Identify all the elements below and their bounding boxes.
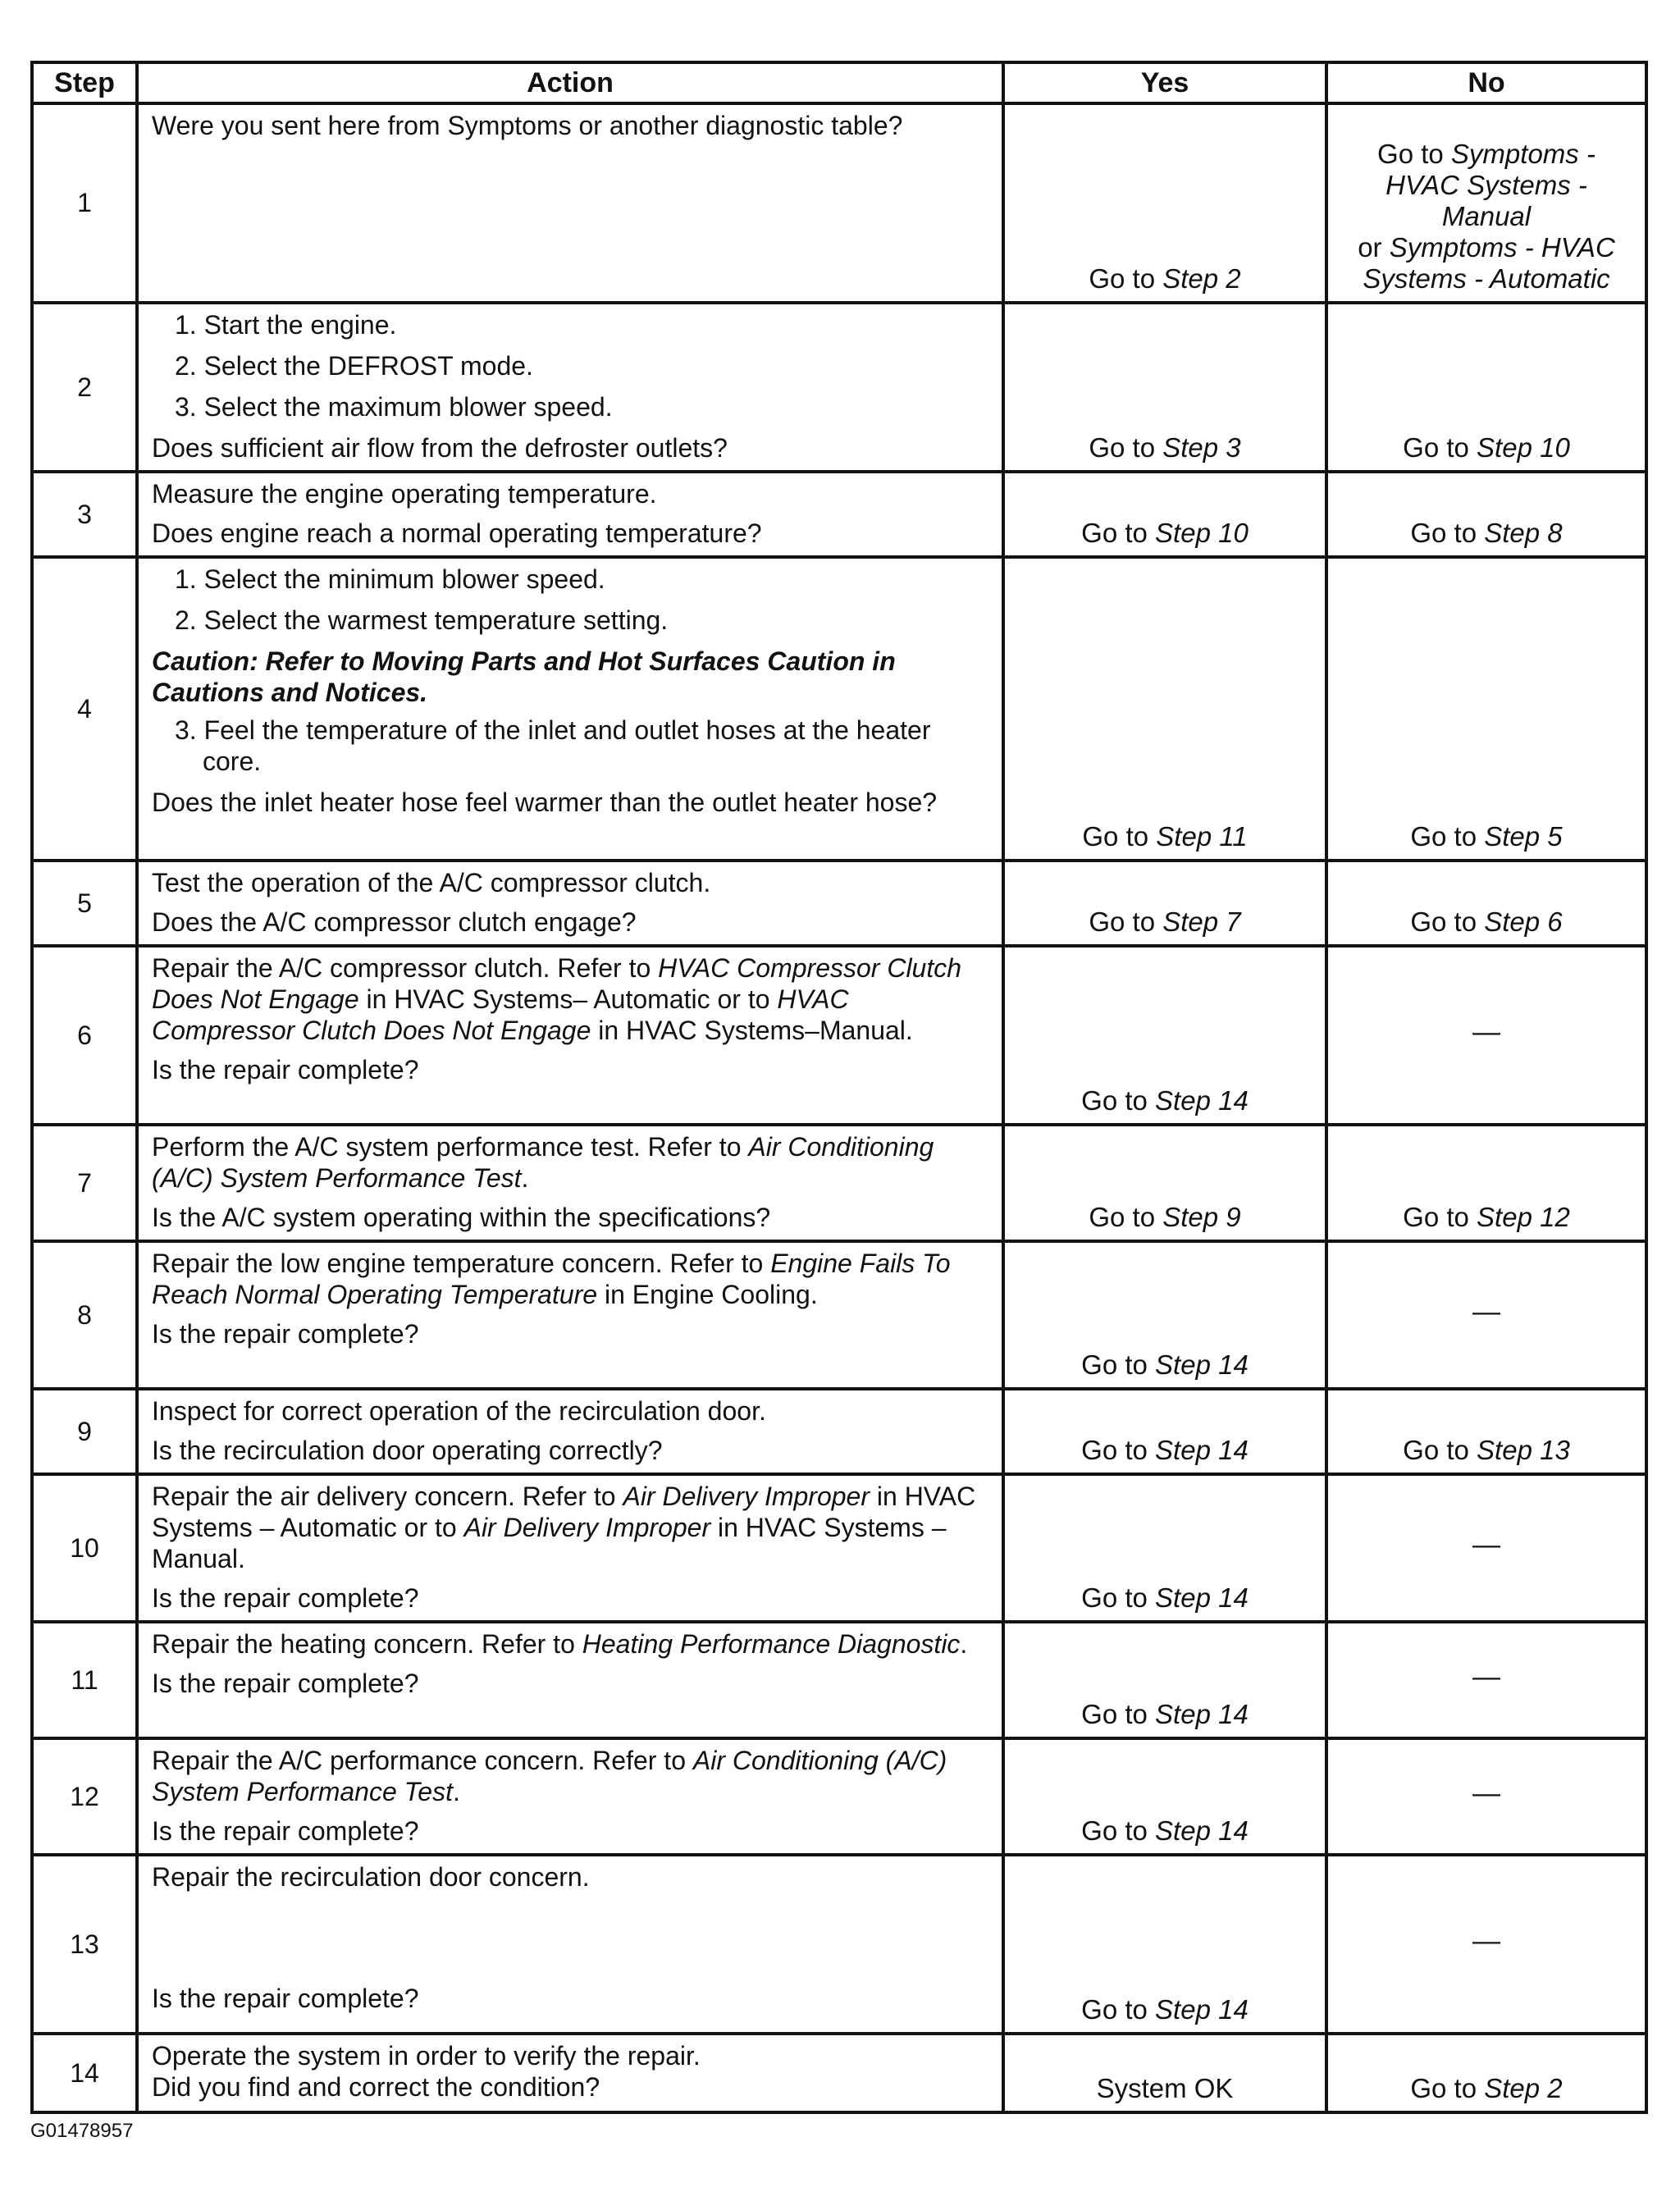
goto-label: Go to bbox=[1410, 2073, 1477, 2103]
no-cell bbox=[1326, 1622, 1646, 1738]
goto-label: Go to bbox=[1089, 906, 1156, 937]
step-number: 7 bbox=[32, 1125, 137, 1241]
step-word: Step bbox=[1477, 1435, 1532, 1465]
yes-target: 11 bbox=[1219, 821, 1248, 852]
yes-cell bbox=[1003, 303, 1326, 472]
reference-link: HVAC Compressor Clutch Does Not Engage bbox=[152, 984, 849, 1045]
action-text-part: Repair the A/C performance concern. Refer to bbox=[152, 1746, 686, 1775]
question-text: Does the A/C compressor clutch engage? bbox=[152, 907, 637, 937]
action-text-part: Repair the air delivery concern. Refer to bbox=[152, 1482, 616, 1511]
goto-label: Go to bbox=[1089, 432, 1156, 463]
no-cell bbox=[1326, 1738, 1646, 1855]
step-word: Step bbox=[1484, 821, 1541, 852]
no-cell bbox=[1326, 2034, 1646, 2112]
goto-label: Go to bbox=[1410, 518, 1477, 548]
no-cell bbox=[1326, 946, 1646, 1125]
yes-target: 14 bbox=[1218, 1085, 1249, 1116]
no-dash: — bbox=[1472, 1528, 1500, 1560]
step-word: Step bbox=[1162, 432, 1219, 463]
reference-link: Air Delivery Improper bbox=[623, 1482, 870, 1511]
goto-label: Go to bbox=[1403, 432, 1469, 463]
step-number: 1 bbox=[32, 103, 137, 303]
header-no: No bbox=[1326, 62, 1646, 103]
spacer bbox=[152, 1893, 992, 1983]
numbered-item: 1. Select the minimum blower speed. bbox=[175, 564, 605, 594]
action-text-part: . bbox=[960, 1629, 968, 1659]
action-text-part: in HVAC Systems – Manual. bbox=[152, 1513, 947, 1573]
action-text-part: Repair the A/C compressor clutch. Refer to bbox=[152, 953, 651, 983]
numbered-item: 3. Select the maximum blower speed. bbox=[175, 392, 613, 422]
step-number: 8 bbox=[32, 1241, 137, 1389]
question-text: Is the repair complete? bbox=[152, 1583, 419, 1613]
yes-cell bbox=[1003, 861, 1326, 946]
no-ref: HVAC Systems - bbox=[1386, 170, 1587, 200]
action-text-part: Repair the heating concern. Refer to bbox=[152, 1629, 575, 1659]
question-text: Is the repair complete? bbox=[152, 1816, 419, 1846]
no-target: 13 bbox=[1540, 1435, 1570, 1465]
no-dash: — bbox=[1472, 1295, 1500, 1327]
action-text bbox=[152, 1131, 992, 1194]
table-row bbox=[32, 1389, 1646, 1474]
question-text: Is the A/C system operating within the specifications? bbox=[152, 1203, 771, 1232]
numbered-item: 3. Feel the temperature of the inlet and outlet hoses at the heater core. bbox=[175, 715, 931, 776]
step-word: Step bbox=[1155, 518, 1211, 548]
no-cell bbox=[1326, 1474, 1646, 1622]
no-dash: — bbox=[1472, 1660, 1500, 1692]
no-target: 10 bbox=[1540, 432, 1570, 463]
action-text bbox=[152, 1628, 992, 1660]
action-text bbox=[152, 1481, 992, 1574]
action-text-part: in HVAC Systems– Automatic or to bbox=[366, 984, 770, 1014]
action-cell bbox=[137, 1738, 1003, 1855]
goto-label: Go to bbox=[1089, 263, 1156, 294]
no-target: 2 bbox=[1547, 2073, 1563, 2103]
action-text: Repair the recirculation door concern. bbox=[152, 1862, 590, 1892]
yes-target: 14 bbox=[1218, 1815, 1249, 1846]
goto-label: Go to bbox=[1082, 821, 1149, 852]
no-cell bbox=[1326, 303, 1646, 472]
numbered-item: 1. Start the engine. bbox=[175, 310, 397, 340]
no-target: 6 bbox=[1547, 906, 1563, 937]
header-step: Step bbox=[32, 62, 137, 103]
question-text: Did you find and correct the condition? bbox=[152, 2072, 600, 2102]
step-word: Step bbox=[1484, 906, 1541, 937]
no-dash: — bbox=[1472, 1925, 1500, 1957]
no-ref: Symptoms - HVAC bbox=[1389, 232, 1615, 263]
step-word: Step bbox=[1477, 432, 1532, 463]
no-ref: Symptoms - bbox=[1450, 139, 1596, 169]
step-word: Step bbox=[1484, 518, 1541, 548]
goto-label: Go to bbox=[1081, 1582, 1148, 1613]
step-word: Step bbox=[1155, 1699, 1211, 1729]
reference-link: HVAC Compressor Clutch Does Not Engage bbox=[152, 953, 962, 1014]
table-row bbox=[32, 103, 1646, 303]
step-word: Step bbox=[1162, 263, 1219, 294]
step-word: Step bbox=[1155, 1435, 1211, 1465]
action-cell bbox=[137, 472, 1003, 557]
step-word: Step bbox=[1155, 1994, 1211, 2025]
no-cell bbox=[1326, 1389, 1646, 1474]
step-number: 12 bbox=[32, 1738, 137, 1855]
goto-label: Go to bbox=[1081, 1349, 1148, 1380]
table-row bbox=[32, 946, 1646, 1125]
action-cell bbox=[137, 1241, 1003, 1389]
question-text: Is the recirculation door operating correctly? bbox=[152, 1436, 663, 1465]
step-number: 5 bbox=[32, 861, 137, 946]
action-text bbox=[152, 1745, 992, 1807]
step-number: 14 bbox=[32, 2034, 137, 2112]
yes-target: 14 bbox=[1218, 1582, 1249, 1613]
yes-target: 14 bbox=[1218, 1994, 1249, 2025]
action-text-part: in Engine Cooling. bbox=[604, 1280, 818, 1309]
table-row bbox=[32, 1474, 1646, 1622]
goto-label: Go to bbox=[1410, 906, 1477, 937]
yes-cell bbox=[1003, 1474, 1326, 1622]
question-text: Is the repair complete? bbox=[152, 1669, 419, 1698]
action-text bbox=[152, 1248, 992, 1310]
table-row bbox=[32, 1738, 1646, 1855]
table-row bbox=[32, 472, 1646, 557]
no-cell bbox=[1326, 103, 1646, 303]
no-cell bbox=[1326, 1125, 1646, 1241]
question-text: Is the repair complete? bbox=[152, 1319, 419, 1349]
yes-target: 14 bbox=[1218, 1699, 1249, 1729]
no-target: 8 bbox=[1547, 518, 1563, 548]
no-cell bbox=[1326, 557, 1646, 861]
action-text-part: . bbox=[452, 1777, 460, 1806]
step-word: Step bbox=[1155, 1349, 1211, 1380]
step-number: 10 bbox=[32, 1474, 137, 1622]
yes-cell bbox=[1003, 1241, 1326, 1389]
no-text: or bbox=[1358, 232, 1382, 263]
header-action: Action bbox=[137, 62, 1003, 103]
reference-link: Engine Fails To Reach Normal Operating Temperature bbox=[152, 1249, 951, 1309]
action-text: Were you sent here from Symptoms or another diagnostic table? bbox=[152, 111, 903, 140]
no-cell bbox=[1326, 1855, 1646, 2034]
step-number: 11 bbox=[32, 1622, 137, 1738]
action-cell bbox=[137, 1474, 1003, 1622]
goto-label: Go to bbox=[1089, 1202, 1156, 1232]
step-word: Step bbox=[1162, 1202, 1219, 1232]
yes-cell bbox=[1003, 946, 1326, 1125]
action-cell bbox=[137, 303, 1003, 472]
yes-text: System OK bbox=[1096, 2073, 1234, 2103]
action-cell bbox=[137, 1622, 1003, 1738]
step-number: 3 bbox=[32, 472, 137, 557]
table-row bbox=[32, 1855, 1646, 2034]
table-row bbox=[32, 1241, 1646, 1389]
diagnostic-table bbox=[30, 61, 1648, 2114]
header-yes: Yes bbox=[1003, 62, 1326, 103]
action-cell bbox=[137, 2034, 1003, 2112]
action-text: Measure the engine operating temperature. bbox=[152, 479, 657, 509]
numbered-item: 2. Select the DEFROST mode. bbox=[175, 351, 533, 381]
reference-link: Air Delivery Improper bbox=[463, 1513, 711, 1542]
diagnostic-table-container bbox=[30, 61, 1645, 2108]
yes-target: 9 bbox=[1226, 1202, 1241, 1232]
no-text: Go to bbox=[1377, 139, 1444, 169]
action-cell bbox=[137, 557, 1003, 861]
step-word: Step bbox=[1484, 2073, 1541, 2103]
action-text: Test the operation of the A/C compressor clutch. bbox=[152, 868, 711, 897]
goto-label: Go to bbox=[1081, 518, 1148, 548]
step-number: 2 bbox=[32, 303, 137, 472]
action-text bbox=[152, 952, 992, 1046]
header-row bbox=[32, 62, 1646, 103]
goto-label: Go to bbox=[1403, 1202, 1469, 1232]
yes-cell bbox=[1003, 1125, 1326, 1241]
yes-cell bbox=[1003, 472, 1326, 557]
no-dash: — bbox=[1472, 1016, 1500, 1048]
table-row bbox=[32, 557, 1646, 861]
yes-target: 7 bbox=[1226, 906, 1241, 937]
action-text-part: in HVAC Systems – Automatic or to bbox=[152, 1482, 976, 1542]
goto-label: Go to bbox=[1410, 821, 1477, 852]
reference-link: Heating Performance Diagnostic bbox=[582, 1629, 961, 1659]
goto-label: Go to bbox=[1081, 1815, 1148, 1846]
yes-cell bbox=[1003, 557, 1326, 861]
step-word: Step bbox=[1162, 906, 1219, 937]
action-text-part: in HVAC Systems–Manual. bbox=[598, 1016, 913, 1045]
action-cell bbox=[137, 1125, 1003, 1241]
table-row bbox=[32, 2034, 1646, 2112]
question-text: Does the inlet heater hose feel warmer than the outlet heater hose? bbox=[152, 788, 938, 817]
yes-target: 3 bbox=[1226, 432, 1241, 463]
action-cell bbox=[137, 946, 1003, 1125]
action-text: Operate the system in order to verify the repair. bbox=[152, 2041, 701, 2071]
table-row bbox=[32, 1622, 1646, 1738]
step-number: 9 bbox=[32, 1389, 137, 1474]
action-cell bbox=[137, 861, 1003, 946]
question-text: Does sufficient air flow from the defroster outlets? bbox=[152, 433, 728, 463]
action-cell bbox=[137, 1389, 1003, 1474]
step-number: 4 bbox=[32, 557, 137, 861]
goto-label: Go to bbox=[1081, 1085, 1148, 1116]
action-text-part: Repair the low engine temperature concern. Refer to bbox=[152, 1249, 764, 1278]
action-text: Inspect for correct operation of the recirculation door. bbox=[152, 1396, 766, 1426]
no-cell bbox=[1326, 472, 1646, 557]
action-text-part: . bbox=[521, 1163, 529, 1193]
yes-cell bbox=[1003, 103, 1326, 303]
step-word: Step bbox=[1477, 1202, 1532, 1232]
yes-target: 2 bbox=[1226, 263, 1241, 294]
yes-target: 10 bbox=[1218, 518, 1249, 548]
table-row bbox=[32, 303, 1646, 472]
numbered-item: 2. Select the warmest temperature setting. bbox=[175, 605, 669, 635]
yes-cell bbox=[1003, 2034, 1326, 2112]
goto-label: Go to bbox=[1403, 1435, 1469, 1465]
goto-label: Go to bbox=[1081, 1994, 1148, 2025]
action-cell bbox=[137, 103, 1003, 303]
goto-label: Go to bbox=[1081, 1435, 1148, 1465]
no-cell bbox=[1326, 1241, 1646, 1389]
yes-cell bbox=[1003, 1389, 1326, 1474]
question-text: Is the repair complete? bbox=[152, 1055, 419, 1084]
question-text: Is the repair complete? bbox=[152, 1984, 419, 2013]
action-text-part: Perform the A/C system performance test. Refer to bbox=[152, 1132, 742, 1162]
reference-link: Air Conditioning (A/C) System Performance Test bbox=[152, 1746, 947, 1806]
yes-cell bbox=[1003, 1855, 1326, 2034]
step-word: Step bbox=[1155, 1582, 1211, 1613]
action-cell bbox=[137, 1855, 1003, 2034]
step-number: 6 bbox=[32, 946, 137, 1125]
step-word: Step bbox=[1155, 1815, 1211, 1846]
caution-note: Caution: Refer to Moving Parts and Hot Surfaces Caution in Cautions and Notices. bbox=[152, 646, 896, 707]
no-cell bbox=[1326, 861, 1646, 946]
no-target: 5 bbox=[1547, 821, 1563, 852]
table-row bbox=[32, 861, 1646, 946]
goto-label: Go to bbox=[1081, 1699, 1148, 1729]
question-text: Does engine reach a normal operating temperature? bbox=[152, 518, 762, 548]
no-dash: — bbox=[1472, 1777, 1500, 1809]
table-row bbox=[32, 1125, 1646, 1241]
no-ref: Manual bbox=[1441, 201, 1532, 231]
step-number: 13 bbox=[32, 1855, 137, 2034]
step-word: Step bbox=[1155, 1085, 1211, 1116]
step-word: Step bbox=[1156, 821, 1212, 852]
yes-target: 14 bbox=[1218, 1435, 1249, 1465]
no-ref: Systems - Automatic bbox=[1363, 263, 1610, 294]
yes-target: 14 bbox=[1218, 1349, 1249, 1380]
reference-link: Air Conditioning (A/C) System Performance Test bbox=[152, 1132, 934, 1193]
yes-cell bbox=[1003, 1738, 1326, 1855]
yes-cell bbox=[1003, 1622, 1326, 1738]
figure-id: G01478957 bbox=[30, 2120, 134, 2142]
no-target: 12 bbox=[1540, 1202, 1570, 1232]
